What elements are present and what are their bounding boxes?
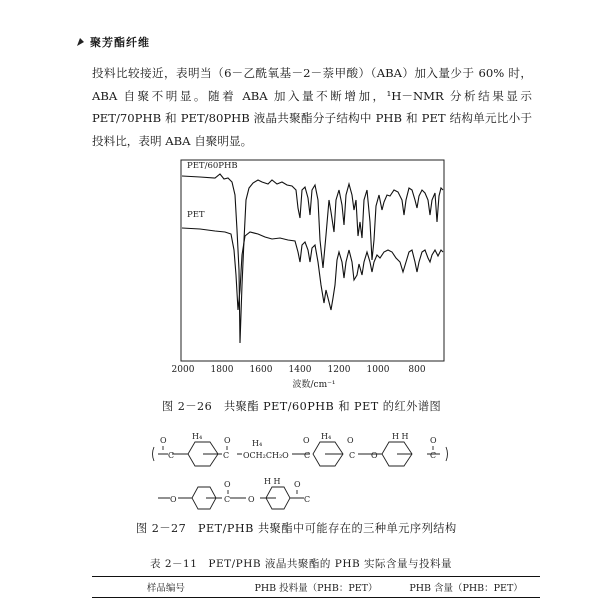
atom-label: O xyxy=(224,480,231,489)
series-label-pet60phb: PET/60PHB xyxy=(187,161,238,171)
atom-label: C xyxy=(430,451,437,460)
atom-label: O xyxy=(303,436,310,445)
table-header-row xyxy=(92,577,540,598)
formula-row-1 xyxy=(153,442,448,466)
x-tick: 1400 xyxy=(288,365,312,375)
x-tick: 1200 xyxy=(327,365,351,375)
atom-label: H H xyxy=(264,477,281,486)
atom-label: O xyxy=(371,451,378,460)
atom-label: H₄ xyxy=(321,432,332,441)
x-axis-label: 波数/cm⁻¹ xyxy=(292,380,336,390)
x-tick: 800 xyxy=(408,365,426,375)
header-title: 聚芳酯纤维 xyxy=(90,36,150,49)
atom-label: H₄ xyxy=(252,439,263,448)
figure-227-caption: 图 2－27 PET/PHB 共聚酯中可能存在的三种单元序列结构 xyxy=(136,522,457,535)
column-header: 样品编号 xyxy=(92,577,240,598)
column-header: PHB 投料量（PHB：PET） xyxy=(240,577,392,598)
x-tick: 1600 xyxy=(249,365,273,375)
table-211 xyxy=(92,576,540,598)
figure-226-caption: 图 2－26 共聚酯 PET/60PHB 和 PET 的红外谱图 xyxy=(162,400,442,413)
formula-row-2 xyxy=(158,487,304,509)
atom-label: O xyxy=(248,495,255,504)
atom-label: C xyxy=(304,495,311,504)
atom-label: H H xyxy=(392,432,409,441)
x-tick: 2000 xyxy=(171,365,195,375)
paragraph-text: 投料比较接近，表明当（6－乙酰氧基－2－萘甲酸）（ABA）加入量少于 60% 时，ABA 自聚不明显。随着 ABA 加入量不断增加，¹H－NMR 分析结果显示 PET/70PHB 和 PET/80PHB 液晶共聚酯分子结构中 PHB 和 PET 结构单元比小于投料比，表明 ABA 自聚明显。 xyxy=(92,66,532,148)
atom-label: C xyxy=(349,451,356,460)
atom-label: C xyxy=(168,451,175,460)
atom-label: C xyxy=(223,451,230,460)
atom-label: OCH₂CH₂O xyxy=(243,451,289,460)
atom-label: H₄ xyxy=(192,432,203,441)
atom-label: O xyxy=(170,495,177,504)
x-tick: 1800 xyxy=(210,365,234,375)
atom-label: O xyxy=(430,436,437,445)
atom-label: C xyxy=(304,451,311,460)
series-label-pet: PET xyxy=(187,210,205,220)
atom-label: C xyxy=(224,495,231,504)
x-tick: 1000 xyxy=(366,365,390,375)
table-211-title: 表 2－11 PET/PHB 液晶共聚酯的 PHB 实际含量与投料量 xyxy=(150,558,453,570)
atom-label: O xyxy=(224,436,231,445)
atom-label: O xyxy=(294,480,301,489)
atom-label: O xyxy=(347,436,354,445)
column-header: PHB 含量（PHB：PET） xyxy=(392,577,540,598)
atom-label: O xyxy=(160,436,167,445)
